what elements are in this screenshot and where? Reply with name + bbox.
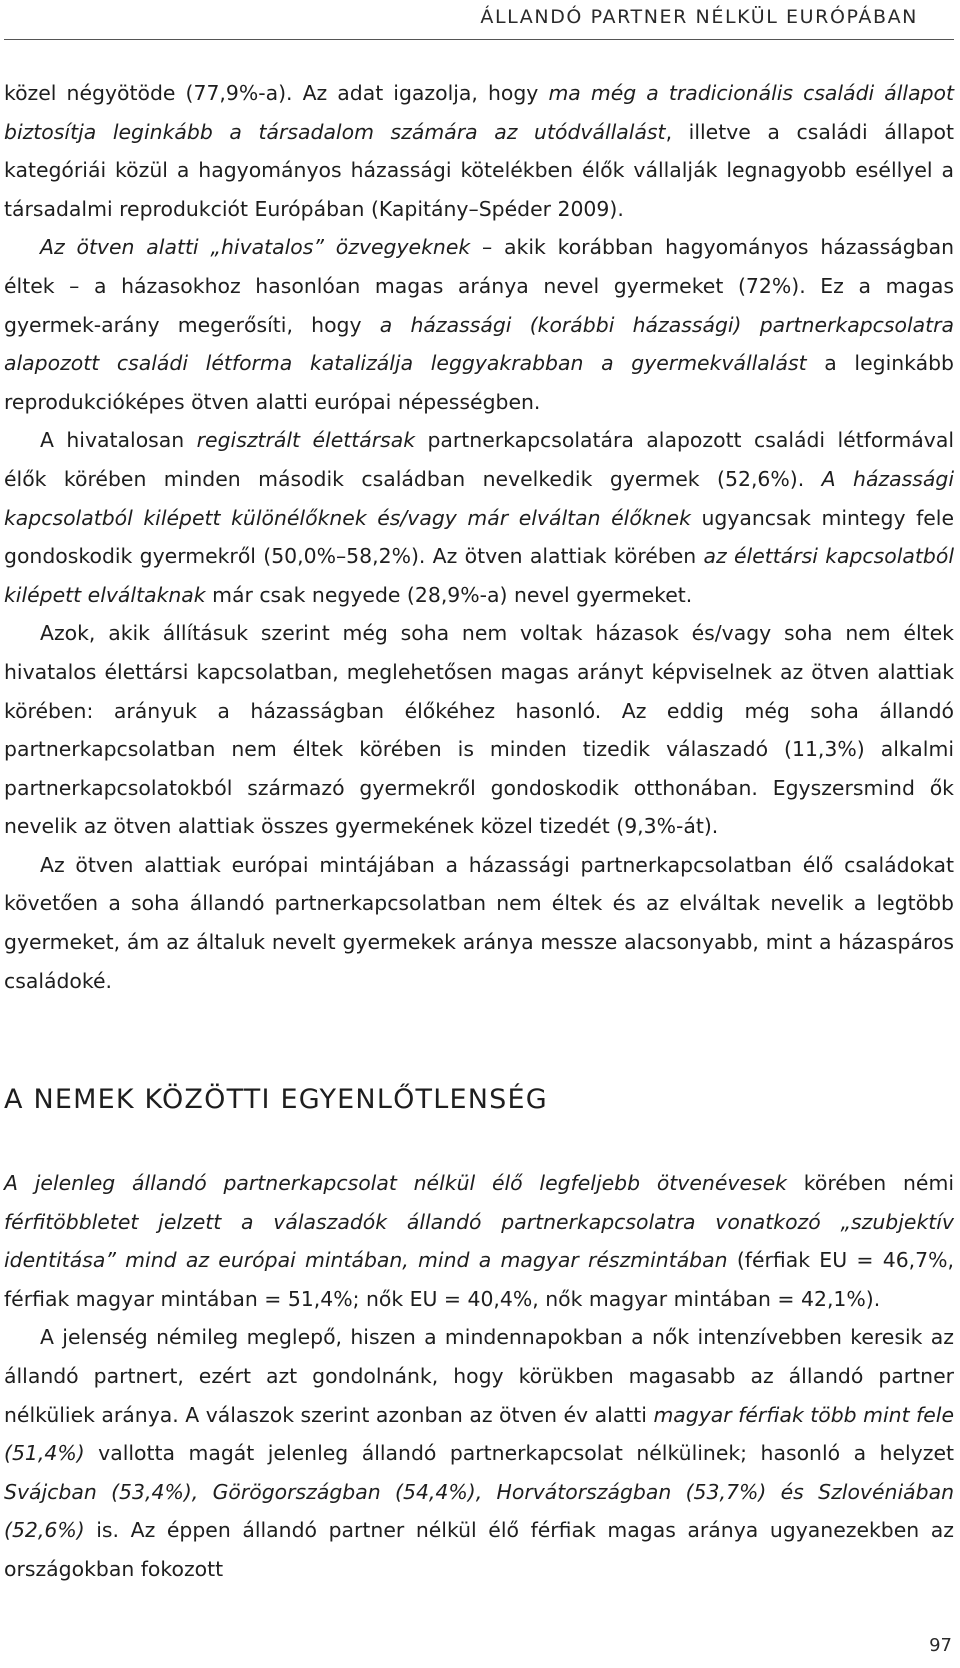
emphasis: A jelenleg állandó partnerkapcsolat nélkül élő legfeljebb ötvenévesek	[4, 1171, 787, 1195]
text-run: vallotta magát jelenleg állandó partnerkapcsolat nélkülinek; hasonló a helyzet	[84, 1441, 954, 1466]
body-text-upper	[4, 74, 954, 1000]
text-run: , illetve a családi állapot kategóriái közül a hagyományos házassági kötelékben élők vállalják legnagyobb eséllyel a társadalmi reprodukciót Európában (Kapitány–Spéder 2009).	[4, 119, 954, 221]
running-head: ÁLLANDÓ PARTNER NÉLKÜL EURÓPÁBAN	[480, 6, 918, 28]
emphasis: férfitöbbletet jelzett a válaszadók állandó partnerkapcsolatra vonatkozó „szubjektív identitása” mind az európai mintában, mind a magyar részmintában	[4, 1209, 954, 1273]
emphasis: Svájcban (53,4%), Görögországban (54,4%), Horvátországban (53,7%) és Szlovéniában (52,6%)	[4, 1479, 954, 1543]
emphasis: a házassági (korábbi házassági) partnerkapcsolatra alapozott családi létforma katalizálja leggyakrabban a gyermekvállalást	[4, 312, 954, 376]
emphasis: magyar férfiak több mint fele (51,4%)	[4, 1402, 954, 1466]
text-run: a leginkább reprodukcióképes ötven alatti európai népességben.	[4, 351, 954, 414]
paragraph-1	[4, 74, 954, 228]
emphasis: regisztrált élettársak	[196, 428, 416, 453]
text-run: is. Az éppen állandó partner nélkül élő férfiak magas aránya ugyanezekben az országokban fokozott	[4, 1518, 954, 1581]
paragraph-7	[4, 1318, 954, 1588]
text-run: A hivatalosan	[40, 428, 197, 453]
text-run: partnerkapcsolatára alapozott családi létformával élők körében minden második családban nevelkedik gyermek (52,6%).	[4, 428, 954, 491]
header-divider	[4, 39, 954, 40]
text-run: – akik korábban hagyományos házasságban éltek – a házasokhoz hasonlóan magas aránya nevel gyermeket (72%). Ez a magas gyermek-arány megerősíti, hogy	[4, 235, 955, 337]
emphasis: ma még a tradicionális családi állapot biztosítja leginkább a társadalom számára az utódvállalást	[4, 81, 954, 144]
text-run: (férfiak EU = 46,7%, férfiak magyar mintában = 51,4%; nők EU = 40,4%, nők magyar mintában = 42,1%).	[4, 1248, 954, 1311]
section-heading: A NEMEK KÖZÖTTI EGYENLŐTLENSÉG	[4, 1084, 548, 1115]
paragraph-4: Azok, akik állításuk szerint még soha nem voltak házasok és/vagy soha nem éltek hivatalos élettársi kapcsolatban, meglehetősen magas arányt képviselnek az ötven alattiak körében: arányuk a házasságban élőkéhez hasonló. Az eddig még soha állandó partnerkapcsolatban nem éltek körében is minden tizedik válaszadó (11,3%) alkalmi partnerkapcsolatokból származó gyermekről gondoskodik otthonában. Egyszersmind ők nevelik az ötven alattiak összes gyermekének közel tizedét (9,3%-át).	[4, 621, 954, 839]
paragraph-5: Az ötven alattiak európai mintájában a házassági partnerkapcsolatban élő családokat követően a soha állandó partnerkapcsolatban nem éltek és az elváltak nevelik a legtöbb gyermeket, ám az általuk nevelt gyermekek aránya messze alacsonyabb, mint a házaspáros családoké.	[4, 852, 954, 993]
text-run: körében némi	[786, 1171, 954, 1195]
text-run: A jelenség némileg meglepő, hiszen a mindennapokban a nők intenzívebben keresik az állandó partnert, ezért azt gondolnánk, hogy körükben magasabb az állandó partner nélküliek aránya. A válaszok szerint azonban az ötven év alatti	[4, 1325, 954, 1427]
paragraph-3	[4, 421, 954, 614]
body-text-lower	[4, 1164, 954, 1589]
paragraph-6	[4, 1164, 954, 1318]
emphasis: Az ötven alatti „hivatalos” özvegyeknek	[40, 235, 471, 260]
text-run: közel négyötöde (77,9%-a). Az adat igazolja, hogy	[4, 81, 549, 105]
text-run: már csak negyede (28,9%-a) nevel gyermeket.	[205, 582, 693, 607]
paragraph-2	[4, 228, 954, 421]
emphasis: az élettársi kapcsolatból kilépett elváltaknak	[4, 544, 954, 607]
page-number: 97	[929, 1635, 952, 1656]
text-run: ugyancsak mintegy fele gondoskodik gyermekről (50,0%–58,2%). Az ötven alattiak körében	[4, 505, 955, 569]
emphasis: A házassági kapcsolatból kilépett különélőknek és/vagy már elváltan élőknek	[4, 466, 954, 530]
